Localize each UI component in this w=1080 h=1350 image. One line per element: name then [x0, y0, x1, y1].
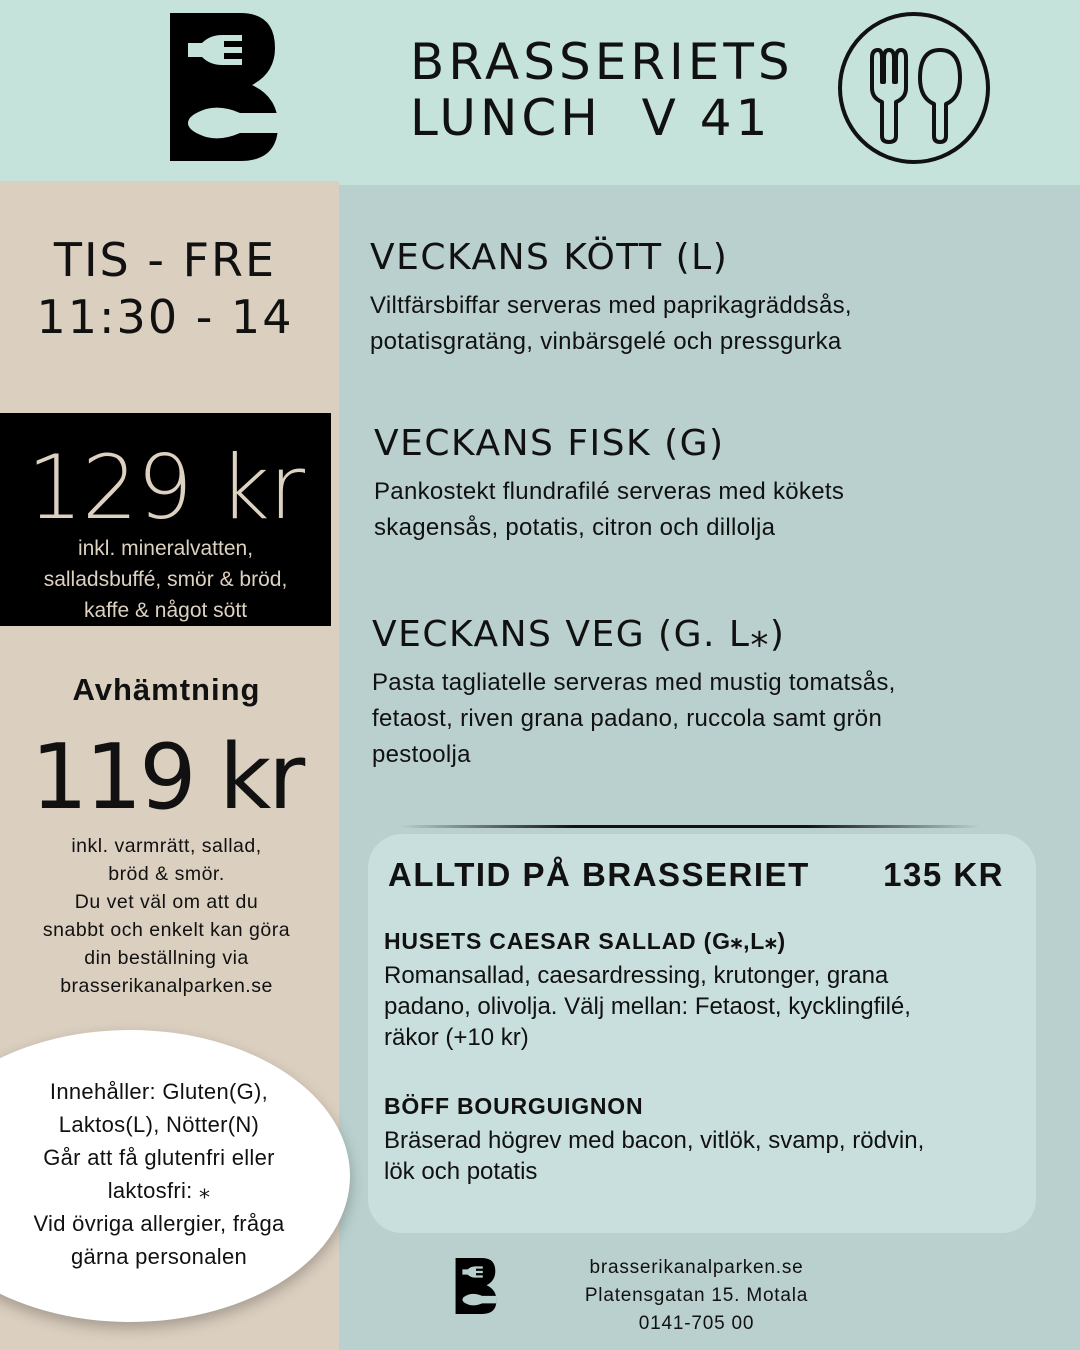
desc-line: pestoolja	[372, 741, 471, 768]
desc-line: fetaost, riven grana padano, ruccola samt grön	[372, 705, 883, 732]
takeaway-line: Du vet väl om att du	[74, 891, 259, 913]
item-name: BÖFF BOURGUIGNON	[384, 1093, 644, 1119]
always-title: ALLTID PÅ BRASSERIET	[388, 856, 810, 893]
weekly-fish-dish	[374, 422, 844, 546]
allergy-line: Laktos(L), Nötter(N)	[58, 1112, 260, 1137]
dish-title: VECKANS KÖTT (L)	[370, 237, 729, 278]
dish-description	[370, 288, 852, 360]
always-header	[388, 856, 1018, 894]
opening-hours	[0, 232, 330, 346]
takeaway-website: brasserikanalparken.se	[60, 975, 273, 997]
dish-title: VECKANS FISK (G)	[374, 423, 725, 464]
opening-time: 11:30 - 14	[36, 290, 294, 344]
weekly-veg-dish	[372, 613, 896, 773]
desc-line: potatisgratäng, vinbärsgelé och pressgurka	[370, 328, 842, 355]
desc-line: Pasta tagliatelle serveras med mustig tomatsås,	[372, 669, 896, 696]
desc-line: Romansallad, caesardressing, krutonger, grana	[384, 962, 889, 989]
includes-line: kaffe & något sött	[83, 599, 248, 622]
always-price: 135 KR	[883, 856, 1004, 893]
desc-line: Bräserad högrev med bacon, vitlök, svamp, rödvin,	[384, 1127, 925, 1154]
takeaway-price: 119 kr	[30, 725, 303, 830]
allergy-line: Vid övriga allergier, fråga	[33, 1211, 285, 1236]
desc-line: padano, olivolja. Välj mellan: Fetaost, kycklingfilé,	[384, 993, 911, 1020]
desc-line: skagensås, potatis, citron och dillolja	[374, 514, 776, 541]
fork-spoon-circle-icon	[836, 10, 992, 166]
item-name: HUSETS CAESAR SALLAD (G⁎,L⁎)	[384, 928, 786, 954]
takeaway-title: Avhämtning	[72, 672, 261, 707]
opening-days: TIS - FRE	[53, 233, 277, 287]
dish-description	[372, 665, 896, 773]
header	[0, 0, 1080, 185]
includes-line: inkl. mineralvatten,	[77, 537, 254, 560]
page-title	[410, 34, 794, 146]
desc-line: Pankostekt flundrafilé serveras med kökets	[374, 478, 845, 505]
takeaway-line: din beställning via	[84, 947, 249, 969]
takeaway-info	[0, 832, 333, 1000]
dine-in-price: 129 kr	[26, 436, 305, 539]
takeaway-line: bröd & smör.	[108, 863, 225, 885]
takeaway-line: snabbt och enkelt kan göra	[42, 919, 291, 941]
item-description	[384, 1125, 1024, 1187]
bc-logo-icon	[455, 1258, 497, 1314]
item-description	[384, 960, 1024, 1053]
allergy-line: Går att få glutenfri eller	[43, 1145, 275, 1170]
dish-description	[374, 474, 844, 546]
dish-title: VECKANS VEG (G. L⁎)	[372, 614, 786, 655]
address: Platensgatan 15. Motala	[584, 1285, 809, 1306]
contact-info	[560, 1254, 833, 1338]
allergy-line: Innehåller: Gluten(G),	[49, 1079, 269, 1104]
always-item-bourguignon	[384, 1091, 1024, 1187]
desc-line: lök och potatis	[384, 1158, 538, 1185]
allergy-line: laktosfri: ⁎	[107, 1178, 211, 1203]
desc-line: Viltfärsbiffar serveras med paprikagräddsås,	[370, 292, 852, 319]
allergy-line: gärna personalen	[70, 1244, 248, 1269]
dine-in-price-box	[0, 413, 331, 626]
allergy-note	[0, 1075, 318, 1273]
weekly-meat-dish	[370, 236, 852, 360]
title-line-2: LUNCH V 41	[410, 89, 772, 147]
phone-number[interactable]: 0141-705 00	[638, 1313, 755, 1334]
always-item-caesar	[384, 926, 1024, 1053]
desc-line: räkor (+10 kr)	[384, 1024, 529, 1051]
bc-logo-icon	[170, 13, 278, 161]
dine-in-includes	[0, 533, 331, 626]
includes-line: salladsbuffé, smör & bröd,	[43, 568, 288, 591]
title-line-1: BRASSERIETS	[410, 33, 794, 91]
takeaway-line: inkl. varmrätt, sallad,	[71, 835, 262, 857]
section-divider	[400, 825, 980, 828]
website-link[interactable]: brasserikanalparken.se	[589, 1257, 804, 1278]
